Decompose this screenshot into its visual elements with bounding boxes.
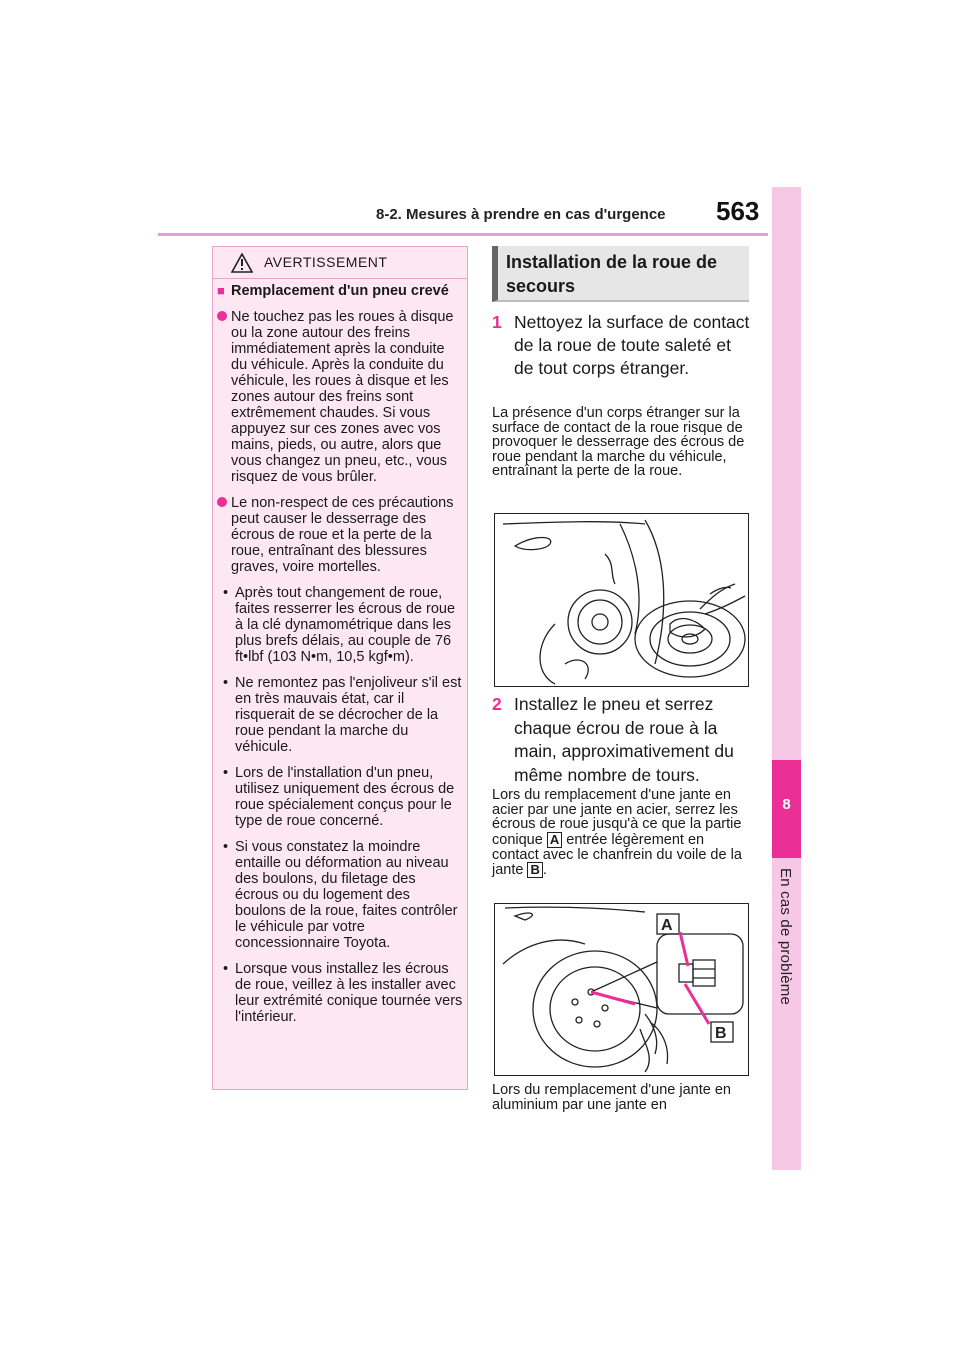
warning-dash-text: Ne remontez pas l'enjoliveur s'il est en très mauvais état, car il risquerait de se décrocher de la roue pendant la marche du véhicule. — [235, 675, 462, 755]
warning-dash-item: • Après tout changement de roue, faites resserrer les écrous de roue à la clé dynamométrique dans les plus brefs délais, au couple de 76 ft•lbf (103 N•m, 10,5 kgf•m). — [217, 585, 463, 665]
section-title: Installation de la roue de secours — [506, 252, 718, 296]
warning-dash-item: • Lorsque vous installez les écrous de roue, veillez à les installer avec leur extrémité conique tournée vers l'intérieur. — [223, 961, 463, 1025]
step-number: 1 — [492, 312, 502, 332]
warning-body — [217, 283, 463, 1035]
warning-box — [212, 246, 468, 1090]
label-b-tag: B — [527, 862, 542, 878]
note-steel-rim: Lors du remplacement d'une jante en acier par une jante en acier, serrez les écrous de roue jusqu'à ce que la partie conique A entrée légèrement en contact avec le chanfrein du voile de la jante B . — [492, 787, 742, 878]
warning-dash-item: • Si vous constatez la moindre entaille ou déformation au niveau des boulons, du filetage des écrous ou du logement des boulons de la roue, faites contrôler le véhicule par votre concessionnaire Toyota. — [217, 839, 463, 951]
warning-bullet — [217, 309, 463, 485]
step-text: Nettoyez la surface de contact de la roue de toute saleté et de tout corps étranger. — [514, 312, 750, 378]
warning-subheading — [217, 283, 463, 299]
warning-bullet-text: Le non-respect de ces précautions peut causer le desserrage des écrous de roue et la perte de la roue, entraînant des blessures graves, voire mortelles. — [231, 495, 454, 575]
section-header: 8-2. Mesures à prendre en cas d'urgence — [376, 206, 666, 223]
figure-label-a: A — [661, 917, 673, 934]
step-2 — [492, 693, 752, 787]
warning-subheading-text: Remplacement d'un pneu crevé — [231, 283, 449, 299]
warning-dash-text: Si vous constatez la moindre entaille ou déformation au niveau des boulons, du filetage des écrous ou du logement des boulons de la roue, faites contrôler le véhicule par votre concessionnaire Toyota. — [235, 839, 458, 951]
section-title-box — [492, 246, 749, 302]
header-rule — [158, 233, 768, 236]
label-a-tag: A — [547, 832, 562, 848]
warning-title: AVERTISSEMENT — [264, 254, 388, 270]
warning-dash-text: Lorsque vous installez les écrous de roue, veillez à les installer avec leur extrémité conique tournée vers l'intérieur. — [235, 961, 463, 1025]
tighten-nuts-illustration — [495, 904, 748, 1075]
figure-tighten-nuts — [494, 903, 749, 1076]
circle-bullet-icon — [217, 495, 231, 575]
chapter-title: En cas de problème — [777, 868, 794, 1006]
page-number: 563 — [716, 196, 760, 226]
warning-dash-item: • Ne remontez pas l'enjoliveur s'il est en très mauvais état, car il risquerait de se décrocher de la roue pendant la marche du véhicule. — [223, 675, 462, 755]
circle-bullet-icon — [217, 309, 231, 485]
warning-header — [213, 247, 467, 279]
warning-dash-item: • Lors de l'installation d'un pneu, utilisez uniquement des écrous de roue spécialement conçus pour le type de roue concerné. — [217, 765, 463, 829]
step-number: 2 — [492, 694, 502, 714]
warning-dash-text: Lors de l'installation d'un pneu, utilisez uniquement des écrous de roue spécialement conçus pour le type de roue concerné. — [235, 765, 455, 829]
step-text: Installez le pneu et serrez chaque écrou de roue à la main, approximativement du même nombre de tours. — [514, 694, 734, 785]
figure-clean-wheel — [494, 513, 749, 687]
warning-bullet-text: Ne touchez pas les roues à disque ou la zone autour des freins immédiatement après la conduite du véhicule. Après la conduite du véhicule, les roues à disque et les zones autour des freins sont extrêmement chaudes. Si vous appuyez sur ces zones avec vos mains, pieds, ou autre, alors que vous changez un pneu, etc., vous risquez de vous brûler. — [231, 309, 454, 485]
square-bullet-icon: ■ — [217, 283, 225, 298]
warning-bullet — [217, 495, 463, 575]
warning-dash-text: Après tout changement de roue, faites resserrer les écrous de roue à la clé dynamométrique dans les plus brefs délais, au couple de 76 ft•lbf (103 N•m, 10,5 kgf•m). — [235, 585, 456, 665]
figure-label-b: B — [715, 1025, 727, 1042]
note-foreign-body: La présence d'un corps étranger sur la surface de contact de la roue risque de provoquer le desserrage des écrous de roue pendant la marche du véhicule, entraînant la perte de la roue. — [492, 405, 745, 479]
clean-wheel-illustration — [495, 514, 748, 686]
chapter-number: 8 — [782, 796, 791, 813]
note-aluminium-rim: Lors du remplacement d'une jante en aluminium par une jante en — [492, 1082, 731, 1113]
warning-triangle-icon — [231, 253, 253, 273]
chapter-side-tab — [772, 187, 801, 1170]
step-1 — [492, 311, 752, 380]
